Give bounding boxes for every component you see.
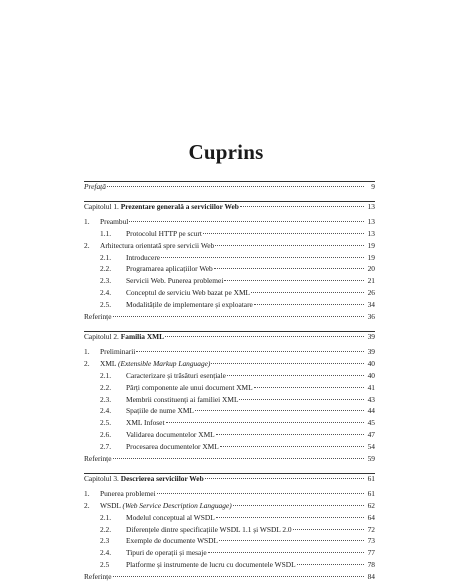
page-number: 13 [367,201,375,211]
toc-entry-subsection[interactable] [84,417,375,429]
subsection-title: Caracterizare și trăsături esențiale [126,370,226,380]
subsection-title: Exemple de documente WSDL [126,536,219,546]
subsection-number: 2.7. [100,442,112,452]
toc-entry-subsection[interactable] [84,441,375,453]
section-title [100,217,128,228]
subsection-number: 1.1. [100,228,112,238]
toc-entry-subsection[interactable] [84,535,375,547]
page-number: 36 [367,312,375,322]
page-number: 84 [367,572,375,582]
toc-entry-subsection[interactable] [84,252,375,264]
page-number: 39 [367,331,375,341]
subsection-number: 2.4. [100,406,112,416]
subsection-title: Modelul conceptual al WSDL [126,512,215,522]
dot-leader [297,564,364,565]
section-title-expansion: (Web Service Description Language) [122,500,232,510]
toc-entry-subsection[interactable] [84,559,375,571]
toc-entry-chapter[interactable] [84,473,375,485]
section-title [100,501,232,512]
chapter-name: Descrierea serviciilor Web [120,473,204,483]
references-title: Referințe [84,572,112,582]
subsection-title: Platforme și instrumente de lucru cu documentele WSDL [126,560,296,570]
page-number: 40 [367,370,375,380]
dot-leader [220,446,364,447]
subsection-number: 2.1. [100,370,112,380]
toc-entry-section[interactable] [84,488,375,500]
dot-leader [214,268,364,269]
dot-leader [208,552,364,553]
dot-leader [161,257,364,258]
toc-entry-section[interactable] [84,500,375,512]
toc-entry-section[interactable] [84,240,375,252]
page-number: 13 [367,216,375,226]
page-number: 77 [367,548,375,558]
dot-leader [205,478,364,479]
page-number: 40 [367,358,375,368]
section-title [100,359,210,370]
chapter-number: Capitolul 2. [84,331,119,341]
section-title [100,347,135,358]
page-number: 59 [367,454,375,464]
page-number: 47 [367,430,375,440]
dot-leader [254,387,364,388]
subsection-number: 2.5. [100,300,112,310]
section-number: 1. [84,346,90,356]
subsection-number: 2.4. [100,548,112,558]
page-number: 20 [367,264,375,274]
subsection-title: Tipuri de operații și mesaje [126,548,207,558]
section-title-text: Arhitectura orientată spre servicii Web [100,240,215,250]
dot-leader [165,336,364,337]
toc-entry-references[interactable] [84,571,375,583]
subsection-number: 2.6. [100,430,112,440]
subsection-title: Spațiile de nume XML [126,406,194,416]
page-number: 13 [367,228,375,238]
page-number: 73 [367,536,375,546]
page-number: 19 [367,252,375,262]
toc-entry-subsection[interactable] [84,405,375,417]
dot-leader [107,186,364,187]
section-title-text: Punerea problemei [100,488,156,498]
preface-title: Prefață [84,182,106,191]
toc-entry-references[interactable] [84,453,375,465]
toc-entry-subsection[interactable] [84,287,375,299]
subsection-number: 2.5 [100,560,110,570]
section-title-text: Preambul [100,216,129,226]
page-number: 64 [367,512,375,522]
toc-entry-subsection[interactable] [84,524,375,536]
subsection-title: XML Infoset [126,418,165,428]
dot-leader [113,316,365,317]
section-title-text: WSDL [100,500,121,510]
subsection-title: Membrii constituenți ai familiei XML [126,394,239,404]
page-number: 9 [371,182,375,191]
subsection-title: Modalitățile de implementare și exploatare [126,300,253,310]
dot-leader [293,529,364,530]
subsection-number: 2.3. [100,394,112,404]
subsection-number: 2.2. [100,264,112,274]
chapter-title [84,202,239,213]
dot-leader [113,576,365,577]
section-number: 1. [84,488,90,498]
subsection-title: Conceptul de serviciu Web bazat pe XML [126,288,251,298]
dot-leader [251,292,364,293]
dot-leader [227,375,364,376]
subsection-number: 2.4. [100,288,112,298]
toc-entry-subsection[interactable] [84,275,375,287]
subsection-number: 2.2. [100,524,112,534]
subsection-title: Servicii Web. Punerea problemei [126,276,224,286]
toc-entry-subsection[interactable] [84,547,375,559]
page-number: 34 [367,300,375,310]
toc-entry-chapter[interactable] [84,331,375,343]
dot-leader [211,363,364,364]
dot-leader [195,410,364,411]
page-number: 61 [367,488,375,498]
toc-entry-subsection[interactable] [84,382,375,394]
dot-leader [239,399,364,400]
chapter-title [84,332,164,343]
toc-entry-subsection[interactable] [84,429,375,441]
page-number: 54 [367,442,375,452]
page-number: 78 [367,560,375,570]
dot-leader [224,280,364,281]
section-number: 2. [84,500,90,510]
dot-leader [216,434,364,435]
page-number: 43 [367,394,375,404]
page-number: 39 [367,346,375,356]
toc-entry-subsection[interactable] [84,299,375,311]
references-title: Referințe [84,312,112,322]
references-title: Referințe [84,454,112,464]
section-number: 1. [84,216,90,226]
section-title-text: Preliminarii [100,346,136,356]
dot-leader [240,206,364,207]
dot-leader [157,493,364,494]
dot-leader [215,245,364,246]
page-number: 41 [367,382,375,392]
section-title [100,241,214,252]
dot-leader [203,233,364,234]
table-of-contents [84,181,375,583]
subsection-number: 2.2. [100,382,112,392]
toc-entry-subsection[interactable] [84,512,375,524]
subsection-number: 2.3. [100,276,112,286]
page-number: 44 [367,406,375,416]
dot-leader [219,540,364,541]
chapter-name: Prezentare generală a serviciilor Web [120,201,239,211]
dot-leader [113,458,365,459]
toc-entry-references[interactable] [84,311,375,323]
dot-leader [216,517,364,518]
chapter-number: Capitolul 3. [84,473,119,483]
subsection-number: 2.3 [100,536,110,546]
toc-entry-subsection[interactable] [84,228,375,240]
subsection-title: Protocolul HTTP pe scurt [126,228,202,238]
subsection-title: Părți componente ale unui document XML [126,382,253,392]
page-number: 62 [367,500,375,510]
page-title: Cuprins [188,140,264,164]
dot-leader [254,304,364,305]
toc-entry-preface[interactable] [84,181,375,193]
toc-entry-subsection[interactable] [84,370,375,382]
subsection-number: 2.5. [100,418,112,428]
dot-leader [233,505,364,506]
section-title [100,489,156,500]
toc-entry-section[interactable] [84,358,375,370]
toc-entry-subsection[interactable] [84,394,375,406]
subsection-title: Diferențele dintre specificațiile WSDL 1.1 și WSDL 2.0 [126,524,292,534]
dot-leader [136,351,364,352]
subsection-title: Introducere [126,252,161,262]
subsection-title: Programarea aplicațiilor Web [126,264,213,274]
section-title-expansion: (Extensible Markup Language) [118,358,211,368]
page-number: 45 [367,418,375,428]
page-number: 61 [367,473,375,483]
section-number: 2. [84,240,90,250]
section-number: 2. [84,358,90,368]
chapter-title [84,474,204,485]
subsection-title: Validarea documentelor XML [126,430,215,440]
dot-leader [166,422,364,423]
chapter-number: Capitolul 1. [84,201,119,211]
subsection-number: 2.1. [100,252,112,262]
dot-leader [129,221,364,222]
toc-entry-section[interactable] [84,216,375,228]
toc-entry-chapter[interactable] [84,201,375,213]
chapter-name: Familia XML [120,331,165,341]
subsection-title: Procesarea documentelor XML [126,442,219,452]
toc-entry-section[interactable] [84,346,375,358]
section-title-text: XML [100,358,117,368]
page-number: 26 [367,288,375,298]
page-number: 21 [367,276,375,286]
toc-entry-subsection[interactable] [84,263,375,275]
page-number: 72 [367,524,375,534]
page-number: 19 [367,240,375,250]
subsection-number: 2.1. [100,512,112,522]
